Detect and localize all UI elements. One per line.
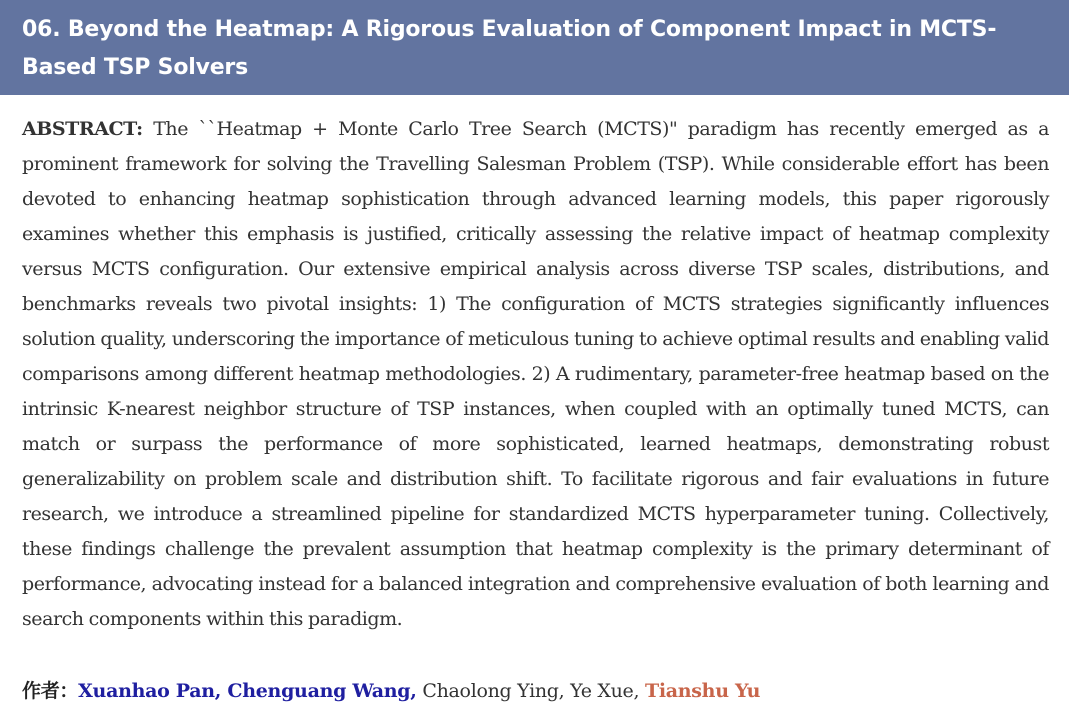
- other-authors: Chaolong Ying, Ye Xue,: [422, 680, 640, 702]
- authors-line: [22, 674, 1049, 709]
- abstract-label: ABSTRACT:: [22, 118, 143, 140]
- primary-authors: Xuanhao Pan, Chenguang Wang,: [78, 680, 417, 702]
- abstract-text: The ``Heatmap + Monte Carlo Tree Search (MCTS)" paradigm has recently emerged as a prominent framework for solving the Travelling Salesman Problem (TSP). While considerable effort has been devoted to enhancing heatmap sophistication through advanced learning models, this paper rigorously examines whether this emphasis is justified, critically assessing the relative impact of heatmap complexity versus MCTS configuration. Our extensive empirical analysis across diverse TSP scales, distributions, and benchmarks reveals two pivotal insights: 1) The configuration of MCTS strategies significantly influences solution quality, underscoring the importance of meticulous tuning to achieve optimal results and enabling valid comparisons among different heatmap methodologies. 2) A rudimentary, parameter-free heatmap based on the intrinsic K-nearest neighbor structure of TSP instances, when coupled with an optimally tuned MCTS, can match or surpass the performance of more sophisticated, learned heatmaps, demonstrating robust generalizability on problem scale and distribution shift. To facilitate rigorous and fair evaluations in future research, we introduce a streamlined pipeline for standardized MCTS hyperparameter tuning. Collectively, these findings challenge the prevalent assumption that heatmap complexity is the primary determinant of performance, advocating instead for a balanced integration and comprehensive evaluation of both learning and search components within this paradigm.: [22, 118, 1049, 630]
- title-banner: [0, 0, 1069, 95]
- authors-label: 作者：: [22, 680, 79, 702]
- paper-title: 06. Beyond the Heatmap: A Rigorous Evaluation of Component Impact in MCTS-Based TSP Solvers: [22, 17, 997, 80]
- corresponding-author: Tianshu Yu: [645, 680, 761, 702]
- abstract-paragraph: [22, 112, 1049, 637]
